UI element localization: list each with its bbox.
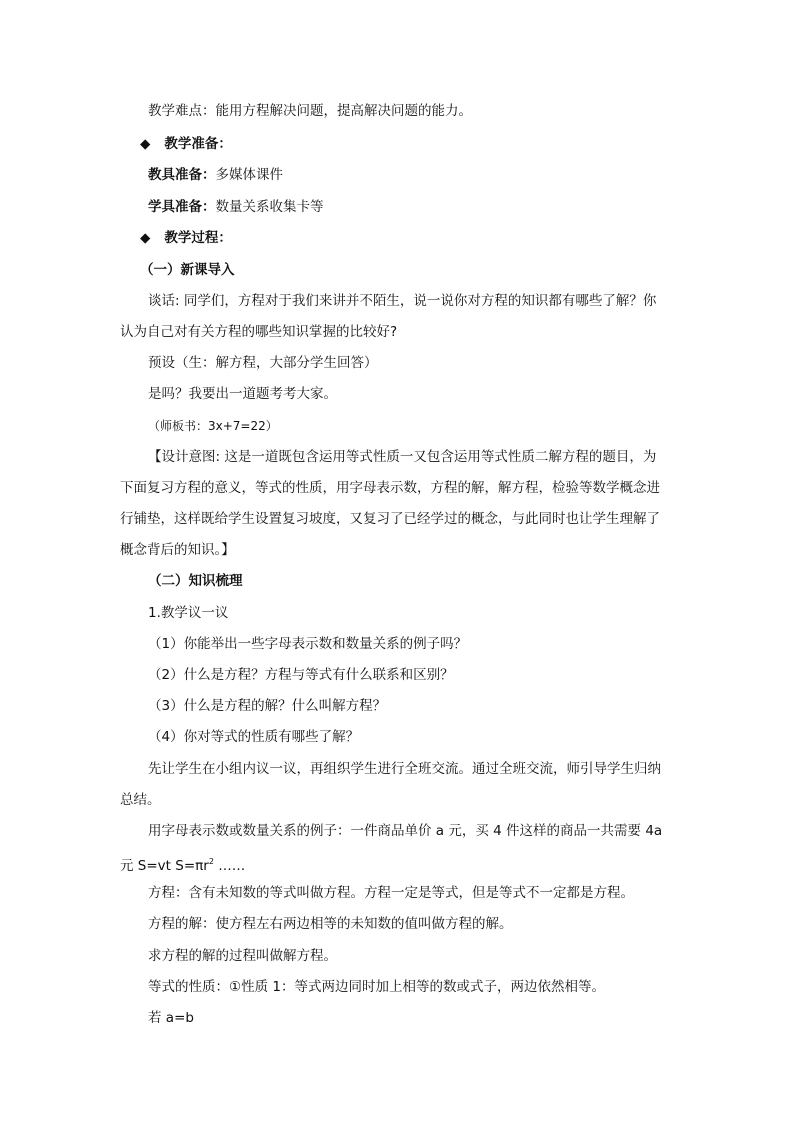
- design-intent-line-4: 概念背后的知识。】: [120, 542, 235, 558]
- teaching-difficulty: 教学难点：能用方程解决问题，提高解决问题的能力。: [148, 103, 472, 119]
- board-writing: （师板书：3x+7=22）: [148, 419, 278, 433]
- discussion-question-4: （4）你对等式的性质有哪些了解？: [148, 729, 360, 745]
- ellipsis: ……: [213, 858, 246, 874]
- preset-answer: 预设（生：解方程，大部分学生回答）: [148, 355, 378, 371]
- teacher-question: 是吗？我要出一道题考考大家。: [148, 386, 337, 402]
- student-prep-value: 数量关系收集卡等: [215, 199, 324, 215]
- discussion-question-3: （3）什么是方程的解？什么叫解方程？: [148, 698, 387, 714]
- talk-line-2: 认为自己对有关方程的哪些知识掌握的比较好?: [120, 324, 398, 340]
- superscript-two: 2: [208, 857, 214, 866]
- equation-property-1: 等式的性质：①性质 1：等式两边同时加上相等的数或式子，两边依然相等。: [148, 979, 605, 995]
- process-heading: 教学过程：: [164, 230, 232, 246]
- prep-heading: 教学准备：: [164, 136, 232, 152]
- discussion-line-2: 总结。: [120, 792, 161, 808]
- item-1-title: 1.教学议一议: [148, 605, 229, 621]
- bullet-icon: ◆: [140, 136, 151, 152]
- design-intent-line-3: 行铺垫，这样既给学生设置复习坡度，又复习了已经学过的概念，与此同时也让学生理解了: [120, 511, 660, 527]
- teacher-prep: [148, 165, 283, 185]
- example-formulas: 元 S=vt S=πr: [120, 858, 209, 874]
- student-prep: [148, 197, 324, 217]
- bullet-icon: ◆: [140, 230, 151, 246]
- definition-equation: 方程：含有未知数的等式叫做方程。方程一定是等式，但是等式不一定都是方程。: [148, 885, 634, 901]
- discussion-question-1: （1）你能举出一些字母表示数和数量关系的例子吗？: [148, 636, 468, 652]
- design-intent-line-2: 下面复习方程的意义，等式的性质，用字母表示数，方程的解，解方程，检验等数学概念进: [120, 480, 660, 496]
- discussion-line-1: 先让学生在小组内议一议，再组织学生进行全班交流。通过全班交流，师引导学生归纳: [148, 761, 661, 777]
- definition-solving: 求方程的解的过程叫做解方程。: [148, 948, 337, 964]
- discussion-question-2: （2）什么是方程？方程与等式有什么联系和区别？: [148, 667, 454, 683]
- if-a-equals-b: 若 a=b: [148, 1010, 194, 1026]
- example-line-1: 用字母表示数或数量关系的例子：一件商品单价 a 元，买 4 件这样的商品一共需要 4a: [148, 823, 663, 839]
- section-knowledge-review: （二）知识梳理: [148, 573, 243, 589]
- definition-solution: 方程的解：使方程左右两边相等的未知数的值叫做方程的解。: [148, 916, 513, 932]
- process-heading-line: [140, 228, 232, 248]
- section-new-lesson: （一）新课导入: [140, 262, 235, 278]
- teacher-prep-label: 教具准备：: [148, 167, 216, 183]
- design-intent-line-1: 【设计意图: 这是一道既包含运用等式性质一又包含运用等式性质二解方程的题目，为: [148, 449, 657, 465]
- teacher-prep-value: 多媒体课件: [215, 167, 283, 183]
- student-prep-label: 学具准备：: [148, 199, 216, 215]
- example-line-2: [120, 852, 245, 876]
- talk-line-1: 谈话: 同学们，方程对于我们来讲并不陌生，说一说你对方程的知识都有哪些了解？你: [148, 293, 657, 309]
- prep-heading-line: [140, 134, 232, 154]
